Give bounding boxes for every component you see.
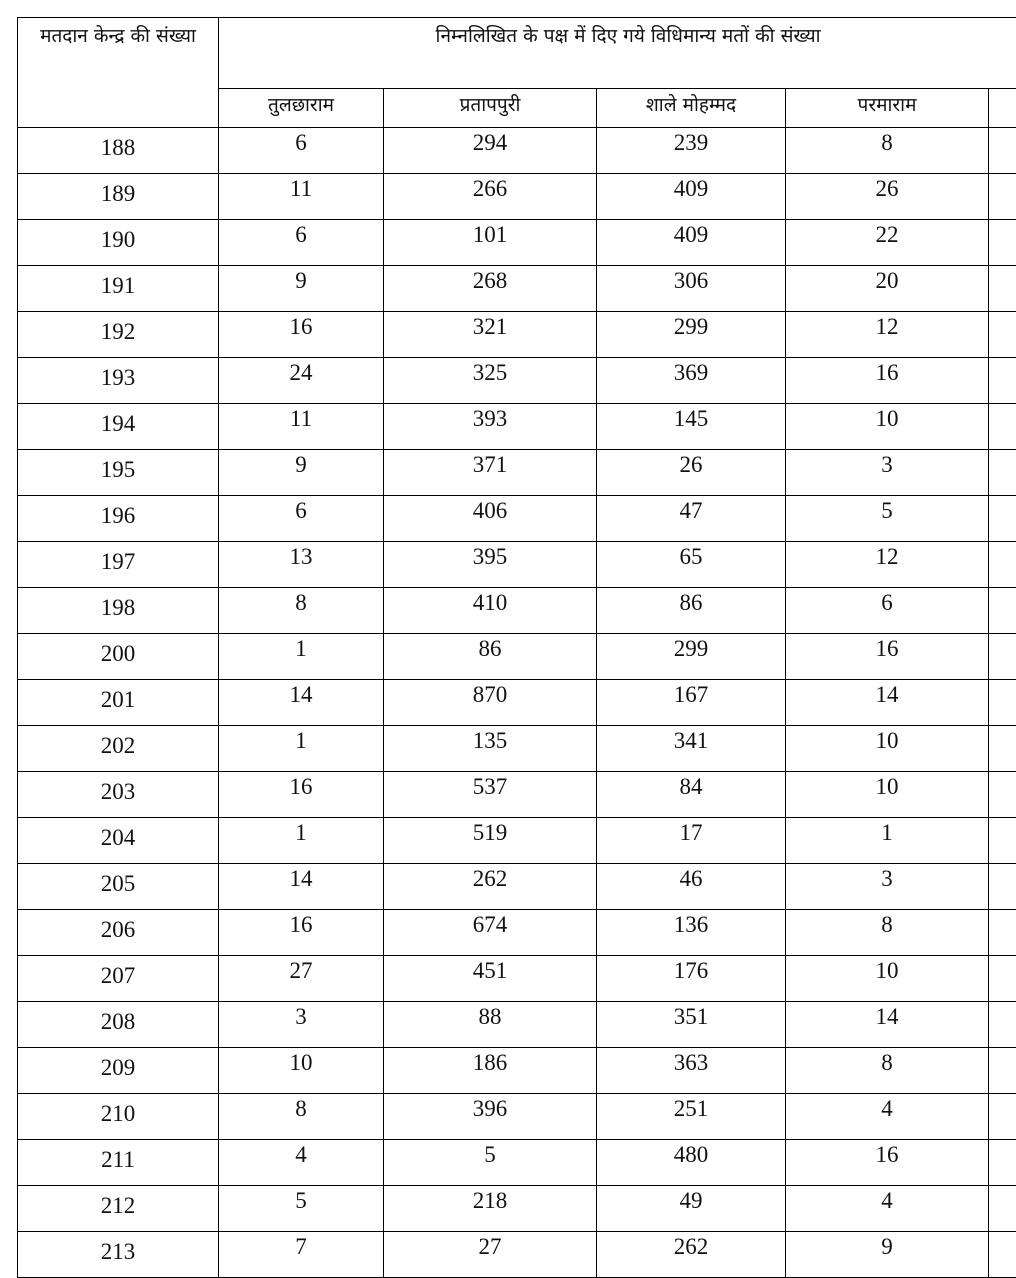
table-row: [18, 128, 1016, 174]
polling-station-number-cell: 208: [18, 1002, 219, 1048]
next-candidate-cell: [989, 680, 1016, 726]
vote-count-cell: 3: [219, 1002, 384, 1048]
next-candidate-cell: [989, 174, 1016, 220]
vote-count-cell: 299: [597, 312, 786, 358]
vote-count-cell: 251: [597, 1094, 786, 1140]
candidate-header-tulchharam: तुलछाराम: [219, 89, 384, 128]
next-candidate-cell: [989, 1232, 1016, 1278]
vote-count-cell: 262: [597, 1232, 786, 1278]
polling-station-number-cell: 192: [18, 312, 219, 358]
vote-count-cell: 16: [219, 910, 384, 956]
vote-count-cell: 537: [384, 772, 597, 818]
vote-count-cell: 396: [384, 1094, 597, 1140]
table-row: [18, 266, 1016, 312]
next-candidate-cell: [989, 1002, 1016, 1048]
vote-count-cell: 9: [219, 266, 384, 312]
polling-station-number-header: मतदान केन्द्र की संख्या: [18, 18, 219, 128]
polling-station-number-cell: 190: [18, 220, 219, 266]
next-candidate-cell: [989, 496, 1016, 542]
next-candidate-cell: [989, 818, 1016, 864]
table-row: [18, 312, 1016, 358]
vote-count-cell: 5: [384, 1140, 597, 1186]
candidate-header-pratappuri: प्रतापपुरी: [384, 89, 597, 128]
vote-count-cell: 218: [384, 1186, 597, 1232]
vote-count-cell: 14: [786, 680, 989, 726]
vote-count-cell: 16: [786, 358, 989, 404]
table-row: [18, 956, 1016, 1002]
next-candidate-cell: [989, 634, 1016, 680]
vote-count-cell: 176: [597, 956, 786, 1002]
next-candidate-cell: [989, 956, 1016, 1002]
next-candidate-cell: [989, 864, 1016, 910]
polling-station-number-cell: 204: [18, 818, 219, 864]
vote-count-cell: 16: [219, 312, 384, 358]
table-row: [18, 542, 1016, 588]
next-candidate-cell: [989, 404, 1016, 450]
table-row: [18, 1048, 1016, 1094]
valid-votes-header: निम्नलिखित के पक्ष में दिए गये विधिमान्य मतों की संख्या: [219, 18, 1016, 89]
vote-count-cell: 8: [786, 910, 989, 956]
polling-station-number-cell: 210: [18, 1094, 219, 1140]
vote-count-cell: 49: [597, 1186, 786, 1232]
polling-station-number-cell: 203: [18, 772, 219, 818]
vote-count-cell: 4: [786, 1094, 989, 1140]
table-body: [18, 128, 1016, 1278]
polling-station-number-cell: 189: [18, 174, 219, 220]
vote-count-cell: 341: [597, 726, 786, 772]
polling-results-table: [17, 17, 1016, 1278]
candidate-header-shale-mohammad: शाले मोहम्मद: [597, 89, 786, 128]
vote-count-cell: 6: [786, 588, 989, 634]
vote-count-cell: 65: [597, 542, 786, 588]
vote-count-cell: 409: [597, 174, 786, 220]
vote-count-cell: 262: [384, 864, 597, 910]
vote-count-cell: 7: [219, 1232, 384, 1278]
polling-station-number-cell: 207: [18, 956, 219, 1002]
vote-count-cell: 325: [384, 358, 597, 404]
polling-station-number-cell: 197: [18, 542, 219, 588]
polling-station-number-cell: 206: [18, 910, 219, 956]
next-candidate-cell: [989, 588, 1016, 634]
next-candidate-cell: [989, 1186, 1016, 1232]
vote-count-cell: 6: [219, 128, 384, 174]
vote-count-cell: 27: [219, 956, 384, 1002]
results-table-container: [17, 17, 1016, 1278]
vote-count-cell: 22: [786, 220, 989, 266]
table-row: [18, 588, 1016, 634]
vote-count-cell: 395: [384, 542, 597, 588]
polling-station-number-cell: 188: [18, 128, 219, 174]
vote-count-cell: 1: [219, 726, 384, 772]
next-candidate-cell: [989, 128, 1016, 174]
vote-count-cell: 9: [219, 450, 384, 496]
vote-count-cell: 14: [786, 1002, 989, 1048]
table-row: [18, 864, 1016, 910]
next-candidate-cell: [989, 266, 1016, 312]
vote-count-cell: 24: [219, 358, 384, 404]
vote-count-cell: 26: [597, 450, 786, 496]
vote-count-cell: 10: [786, 772, 989, 818]
vote-count-cell: 4: [219, 1140, 384, 1186]
vote-count-cell: 480: [597, 1140, 786, 1186]
next-candidate-cell: [989, 450, 1016, 496]
polling-station-number-cell: 201: [18, 680, 219, 726]
vote-count-cell: 86: [597, 588, 786, 634]
table-row: [18, 726, 1016, 772]
vote-count-cell: 16: [786, 1140, 989, 1186]
vote-count-cell: 47: [597, 496, 786, 542]
vote-count-cell: 10: [219, 1048, 384, 1094]
vote-count-cell: 101: [384, 220, 597, 266]
vote-count-cell: 10: [786, 404, 989, 450]
polling-station-number-cell: 209: [18, 1048, 219, 1094]
vote-count-cell: 9: [786, 1232, 989, 1278]
vote-count-cell: 393: [384, 404, 597, 450]
table-row: [18, 358, 1016, 404]
vote-count-cell: 406: [384, 496, 597, 542]
vote-count-cell: 451: [384, 956, 597, 1002]
vote-count-cell: 11: [219, 174, 384, 220]
vote-count-cell: 870: [384, 680, 597, 726]
table-row: [18, 174, 1016, 220]
polling-station-number-cell: 200: [18, 634, 219, 680]
vote-count-cell: 8: [219, 1094, 384, 1140]
vote-count-cell: 10: [786, 956, 989, 1002]
vote-count-cell: 135: [384, 726, 597, 772]
vote-count-cell: 8: [786, 128, 989, 174]
vote-count-cell: 3: [786, 450, 989, 496]
table-row: [18, 450, 1016, 496]
vote-count-cell: 299: [597, 634, 786, 680]
vote-count-cell: 14: [219, 864, 384, 910]
vote-count-cell: 409: [597, 220, 786, 266]
polling-station-number-cell: 195: [18, 450, 219, 496]
vote-count-cell: 6: [219, 220, 384, 266]
header-row-top: [18, 18, 1016, 89]
table-row: [18, 404, 1016, 450]
vote-count-cell: 5: [219, 1186, 384, 1232]
table-row: [18, 1002, 1016, 1048]
table-row: [18, 1186, 1016, 1232]
vote-count-cell: 84: [597, 772, 786, 818]
next-candidate-cell: [989, 312, 1016, 358]
vote-count-cell: 10: [786, 726, 989, 772]
vote-count-cell: 239: [597, 128, 786, 174]
polling-station-number-cell: 213: [18, 1232, 219, 1278]
vote-count-cell: 1: [219, 634, 384, 680]
polling-station-number-cell: 211: [18, 1140, 219, 1186]
next-candidate-cell: [989, 542, 1016, 588]
polling-station-number-cell: 196: [18, 496, 219, 542]
next-candidate-cell: [989, 220, 1016, 266]
polling-station-number-cell: 212: [18, 1186, 219, 1232]
candidate-header-next: [989, 89, 1016, 128]
vote-count-cell: 519: [384, 818, 597, 864]
vote-count-cell: 11: [219, 404, 384, 450]
vote-count-cell: 306: [597, 266, 786, 312]
vote-count-cell: 46: [597, 864, 786, 910]
next-candidate-cell: [989, 1048, 1016, 1094]
vote-count-cell: 8: [219, 588, 384, 634]
candidate-header-paramaram: परमाराम: [786, 89, 989, 128]
polling-station-number-cell: 205: [18, 864, 219, 910]
vote-count-cell: 86: [384, 634, 597, 680]
vote-count-cell: 5: [786, 496, 989, 542]
vote-count-cell: 321: [384, 312, 597, 358]
vote-count-cell: 20: [786, 266, 989, 312]
vote-count-cell: 12: [786, 542, 989, 588]
vote-count-cell: 145: [597, 404, 786, 450]
table-row: [18, 772, 1016, 818]
vote-count-cell: 186: [384, 1048, 597, 1094]
vote-count-cell: 17: [597, 818, 786, 864]
table-row: [18, 818, 1016, 864]
vote-count-cell: 14: [219, 680, 384, 726]
vote-count-cell: 1: [786, 818, 989, 864]
vote-count-cell: 13: [219, 542, 384, 588]
table-row: [18, 634, 1016, 680]
vote-count-cell: 266: [384, 174, 597, 220]
vote-count-cell: 27: [384, 1232, 597, 1278]
polling-station-number-cell: 193: [18, 358, 219, 404]
vote-count-cell: 16: [219, 772, 384, 818]
table-row: [18, 1140, 1016, 1186]
polling-station-number-cell: 194: [18, 404, 219, 450]
vote-count-cell: 88: [384, 1002, 597, 1048]
vote-count-cell: 1: [219, 818, 384, 864]
polling-station-number-cell: 198: [18, 588, 219, 634]
table-row: [18, 496, 1016, 542]
vote-count-cell: 12: [786, 312, 989, 358]
vote-count-cell: 136: [597, 910, 786, 956]
next-candidate-cell: [989, 772, 1016, 818]
vote-count-cell: 8: [786, 1048, 989, 1094]
vote-count-cell: 268: [384, 266, 597, 312]
vote-count-cell: 16: [786, 634, 989, 680]
table-row: [18, 910, 1016, 956]
vote-count-cell: 369: [597, 358, 786, 404]
vote-count-cell: 363: [597, 1048, 786, 1094]
vote-count-cell: 3: [786, 864, 989, 910]
next-candidate-cell: [989, 358, 1016, 404]
vote-count-cell: 410: [384, 588, 597, 634]
next-candidate-cell: [989, 726, 1016, 772]
table-row: [18, 680, 1016, 726]
vote-count-cell: 6: [219, 496, 384, 542]
next-candidate-cell: [989, 1094, 1016, 1140]
next-candidate-cell: [989, 910, 1016, 956]
vote-count-cell: 167: [597, 680, 786, 726]
vote-count-cell: 351: [597, 1002, 786, 1048]
polling-station-number-cell: 191: [18, 266, 219, 312]
vote-count-cell: 674: [384, 910, 597, 956]
table-row: [18, 1232, 1016, 1278]
table-row: [18, 220, 1016, 266]
next-candidate-cell: [989, 1140, 1016, 1186]
vote-count-cell: 294: [384, 128, 597, 174]
vote-count-cell: 4: [786, 1186, 989, 1232]
vote-count-cell: 26: [786, 174, 989, 220]
table-row: [18, 1094, 1016, 1140]
vote-count-cell: 371: [384, 450, 597, 496]
polling-station-number-cell: 202: [18, 726, 219, 772]
